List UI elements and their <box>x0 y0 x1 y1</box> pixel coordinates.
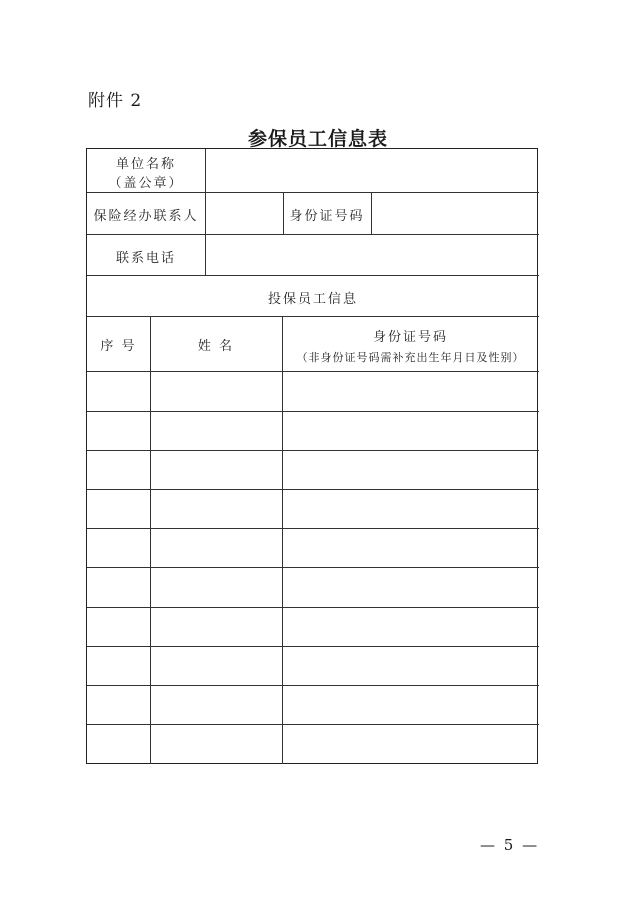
table-divider <box>87 371 539 372</box>
table-divider <box>150 316 151 764</box>
col-seq-header: 序 号 <box>100 339 137 354</box>
unit-seal-label: （盖公章） <box>108 176 184 191</box>
attachment-label: 附件 2 <box>88 91 143 111</box>
table-divider <box>205 149 206 275</box>
table-divider <box>87 275 539 276</box>
table-divider <box>87 567 539 568</box>
col-id-note: （非身份证号码需补充出生年月日及性别） <box>296 351 525 364</box>
contact-person-label: 保险经办联系人 <box>93 209 199 224</box>
table-divider <box>87 411 539 412</box>
table-divider <box>87 489 539 490</box>
table-divider <box>87 724 539 725</box>
table-divider <box>87 528 539 529</box>
col-name-header: 姓 名 <box>197 339 235 354</box>
unit-name-label: 单位名称 <box>115 157 176 172</box>
table-divider <box>87 450 539 451</box>
table-divider <box>371 192 372 234</box>
table-divider <box>87 646 539 647</box>
page-number: — 5 — <box>480 836 540 854</box>
col-id-header: 身份证号码 <box>372 330 448 345</box>
table-divider <box>87 685 539 686</box>
table-divider <box>87 192 539 193</box>
table-divider <box>87 234 539 235</box>
phone-label: 联系电话 <box>115 251 176 266</box>
employee-section-title: 投保员工信息 <box>267 292 358 307</box>
table-divider <box>282 316 283 764</box>
info-table <box>86 148 538 764</box>
table-divider <box>87 316 539 317</box>
id-number-label: 身份证号码 <box>289 209 365 224</box>
page-title: 参保员工信息表 <box>247 128 388 150</box>
table-divider <box>87 607 539 608</box>
